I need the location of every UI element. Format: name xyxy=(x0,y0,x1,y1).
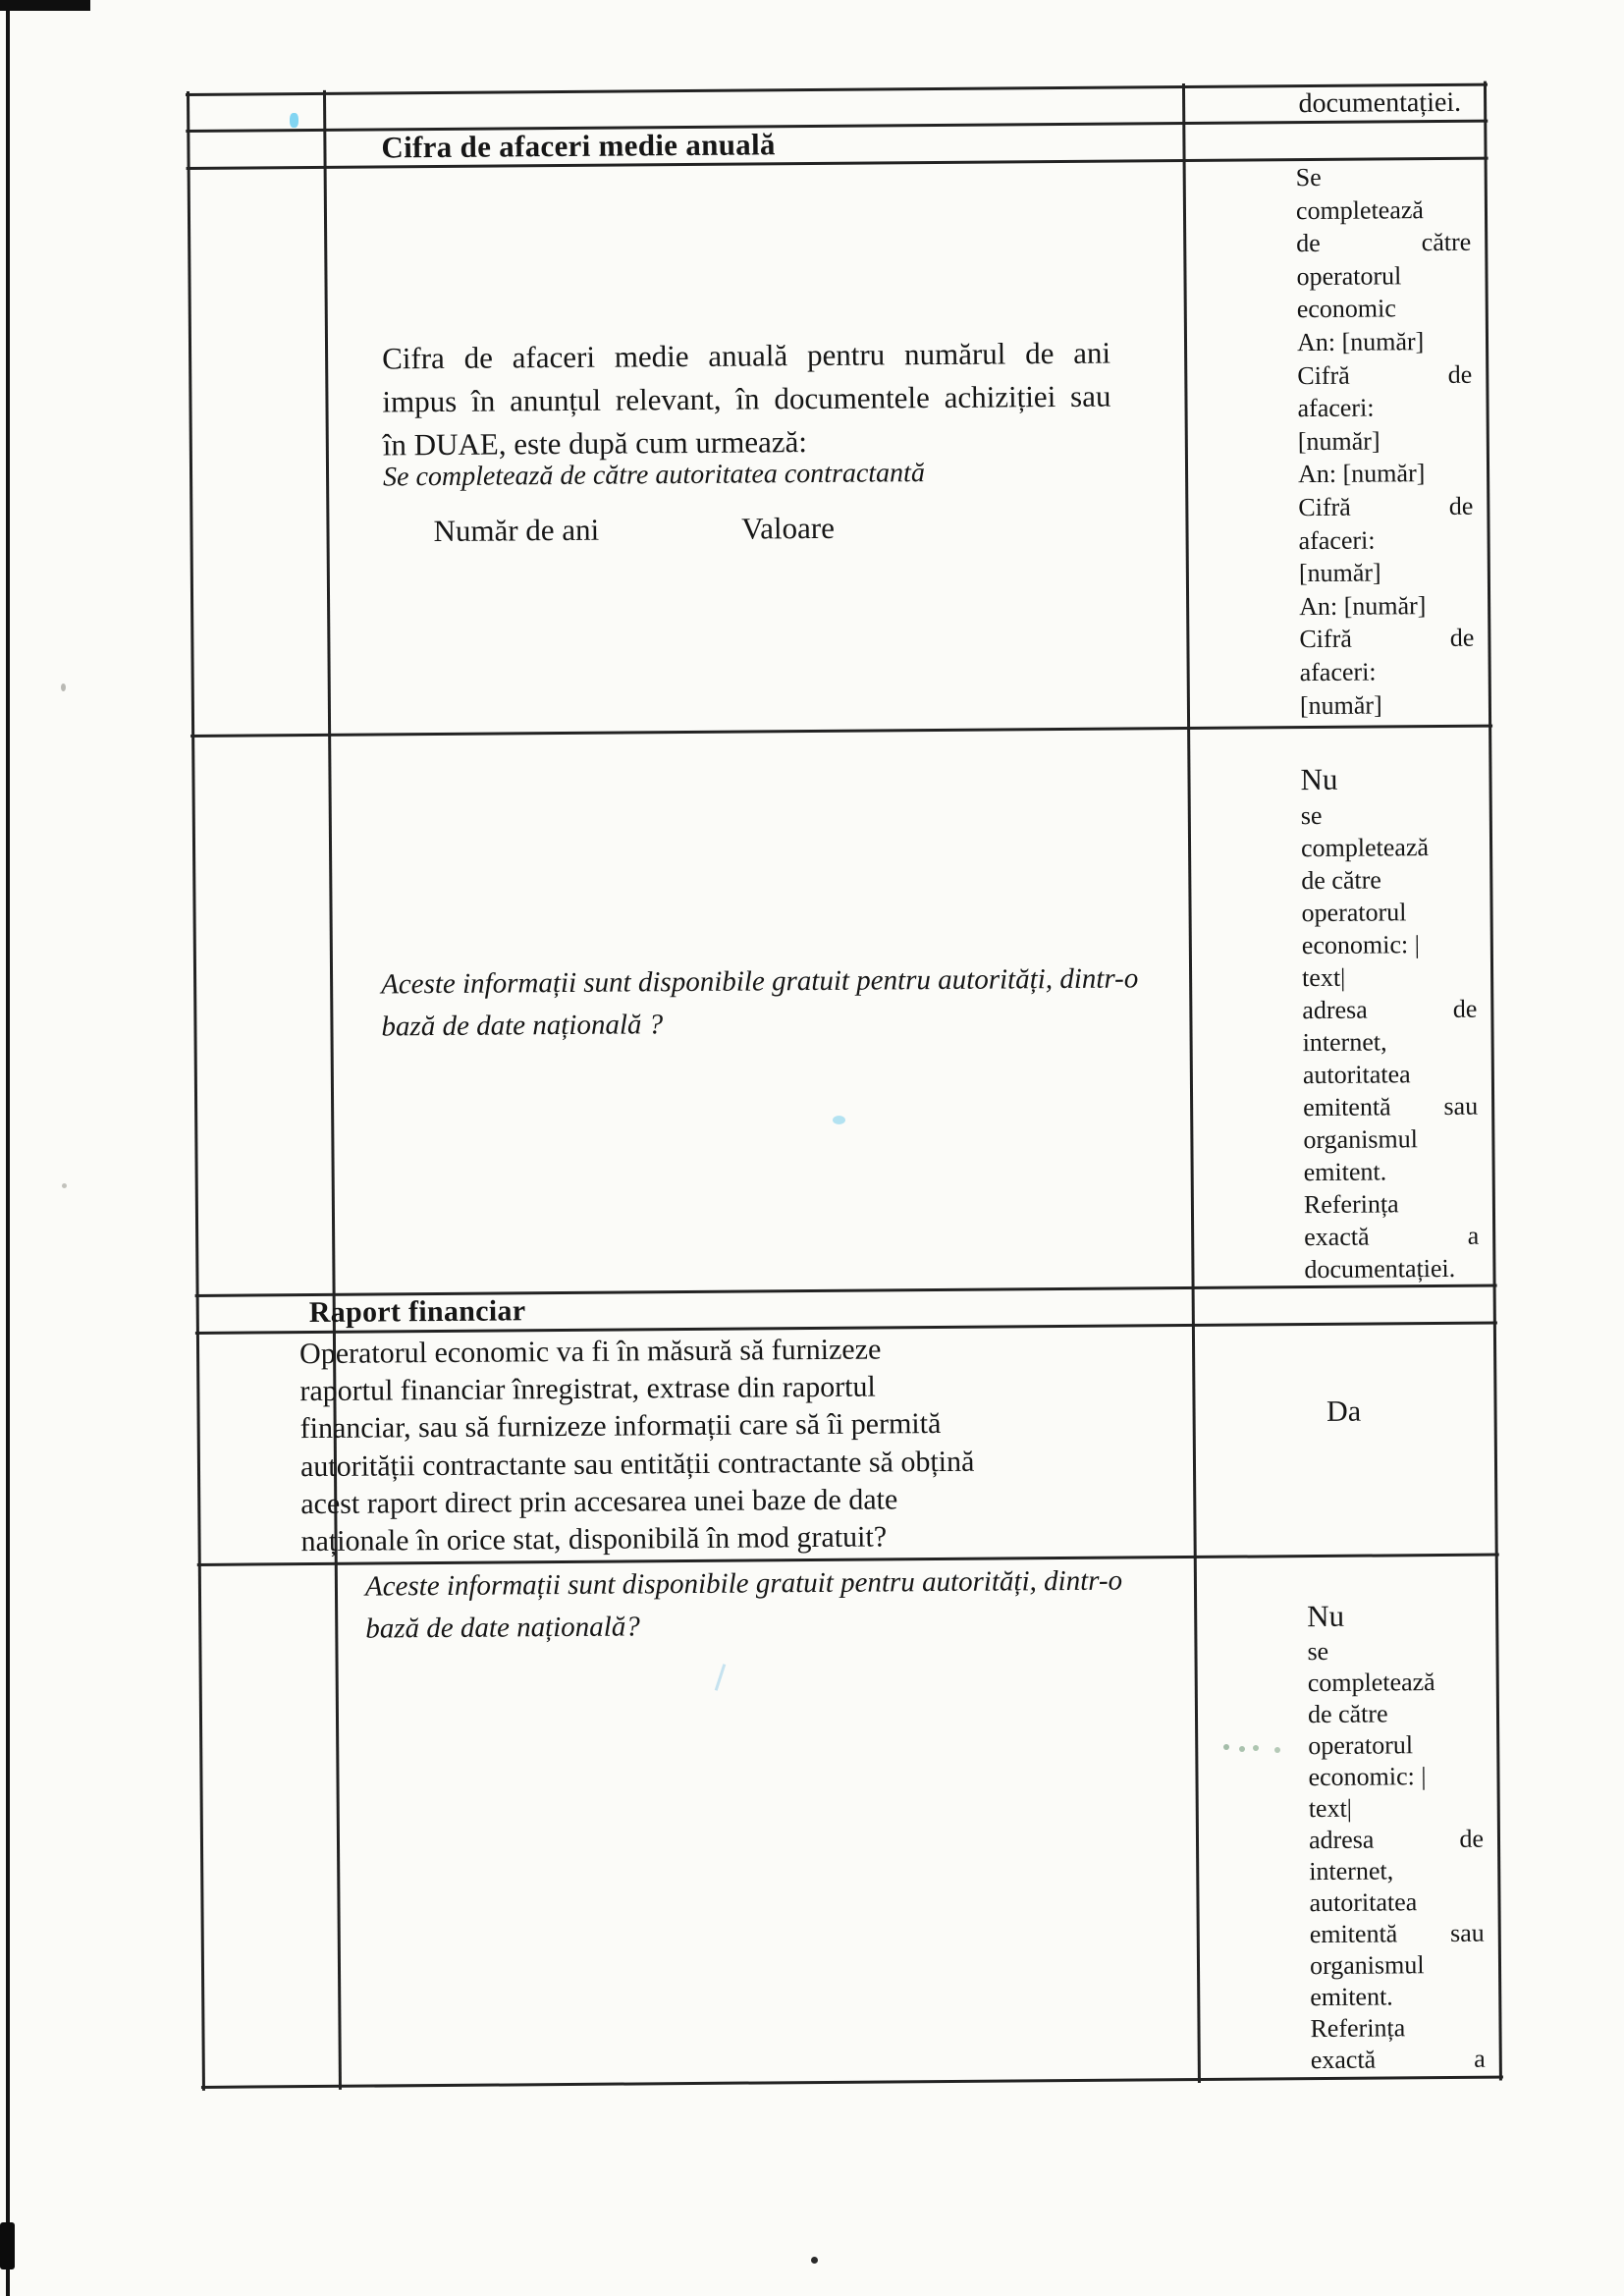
question-line: Aceste informații sunt disponibile gratuit pentru autorități, dintr-o xyxy=(381,962,1139,1001)
operator-cell-line: economic xyxy=(1296,294,1396,324)
answer-line: emitentă sau xyxy=(1303,1091,1479,1122)
scan-edge-line xyxy=(6,0,10,2296)
financial-report-paragraph xyxy=(299,1329,1136,1560)
operator-cell-line: afaceri: xyxy=(1298,525,1376,555)
answer-line: text| xyxy=(1301,962,1346,993)
operator-cell-line: Cifră de xyxy=(1297,359,1473,390)
answer-line: exactă a xyxy=(1304,1221,1480,1252)
operator-cell-line: afaceri: xyxy=(1297,393,1375,423)
paragraph-line: în DUAE, este după cum urmează: xyxy=(382,424,808,463)
paragraph-line: Cifra de afaceri medie anuală pentru numărul de ani xyxy=(381,335,1111,376)
table-border-bottom xyxy=(201,2076,1503,2089)
ink-dot xyxy=(811,2257,818,2264)
scan-blob-top-left xyxy=(0,0,90,11)
question-line: bază de date națională? xyxy=(365,1611,640,1645)
answer-line: de către xyxy=(1307,1699,1388,1729)
paragraph-line: acest raport direct prin accesarea unei baze de date xyxy=(300,1483,898,1520)
turnover-operator-cell xyxy=(1296,160,1475,722)
table-border-row xyxy=(190,725,1492,738)
answer-line: autoritatea xyxy=(1309,1887,1418,1918)
answer-line: emitent. xyxy=(1310,1982,1393,2012)
operator-cell-line: An: [număr] xyxy=(1297,459,1426,489)
answer-line: economic: | xyxy=(1301,930,1420,960)
operator-cell-line: operatorul xyxy=(1296,261,1402,291)
answer-line: organismul xyxy=(1309,1950,1425,1981)
financial-report-answer: Da xyxy=(1326,1394,1362,1428)
answer-line: exactă a xyxy=(1310,2044,1486,2075)
section-turnover-paragraph xyxy=(382,332,1111,467)
carryover-text: documentației. xyxy=(1298,86,1462,120)
column-gap xyxy=(599,539,741,540)
table-border-left xyxy=(187,91,205,2091)
answer-line: autoritatea xyxy=(1302,1060,1411,1090)
section-financial-report-header: Raport financiar xyxy=(308,1294,526,1330)
answer-line: adresa de xyxy=(1308,1824,1485,1855)
gray-speck xyxy=(62,1183,67,1188)
answer-line: Referința xyxy=(1303,1189,1399,1220)
answer-line: se xyxy=(1307,1636,1329,1667)
duae-form-table xyxy=(187,83,1504,2092)
operator-cell-line: afaceri: xyxy=(1299,657,1377,687)
question-line: Aceste informații sunt disponibile gratuit pentru autorități, dintr-o xyxy=(364,1564,1123,1603)
paragraph-line: impus în anunțul relevant, în documentele achiziției sau xyxy=(382,378,1111,419)
table-border-col3 xyxy=(1182,83,1201,2083)
operator-cell-line: Se xyxy=(1295,162,1322,192)
gray-speck xyxy=(61,683,66,691)
operator-cell-line: [număr] xyxy=(1297,426,1380,456)
turnover-availability-answer-cell xyxy=(1300,759,1479,1285)
answer-line: adresa de xyxy=(1302,994,1478,1025)
operator-cell-line: An: [număr] xyxy=(1296,327,1425,357)
answer-line: Referința xyxy=(1310,2013,1406,2044)
answer-line: organismul xyxy=(1303,1124,1419,1155)
operator-cell-line: [număr] xyxy=(1299,689,1382,720)
answer-line: text| xyxy=(1308,1793,1353,1824)
turnover-columns-row xyxy=(433,511,835,549)
report-availability-question xyxy=(365,1559,1162,1650)
answer-line: internet, xyxy=(1302,1027,1387,1058)
answer-line: operatorul xyxy=(1301,898,1407,928)
answer-line: economic: | xyxy=(1308,1762,1427,1792)
answer-line: emitent. xyxy=(1303,1157,1387,1187)
table-border-right xyxy=(1484,82,1502,2081)
question-line: bază de date națională ? xyxy=(381,1009,664,1043)
paragraph-line: naționale în orice stat, disponibilă în mod gratuit? xyxy=(300,1520,888,1558)
answer-line: se xyxy=(1300,800,1323,831)
operator-cell-line: de către xyxy=(1296,227,1472,258)
value-label: Valoare xyxy=(741,510,836,546)
answer-line: internet, xyxy=(1309,1856,1394,1886)
answer-line: Nu xyxy=(1300,761,1338,797)
scan-blob-bottom-left xyxy=(0,2222,15,2269)
operator-cell-line: Cifră de xyxy=(1299,624,1475,654)
report-availability-answer-cell xyxy=(1307,1596,1486,2076)
turnover-availability-question xyxy=(381,958,1139,1049)
paragraph-line: Operatorul economic va fi în măsură să furnizeze xyxy=(298,1333,882,1371)
paragraph-line: financiar, sau să furnizeze informații care să îi permită xyxy=(299,1407,942,1446)
answer-line: operatorul xyxy=(1308,1730,1414,1761)
table-border-col2 xyxy=(323,90,342,2090)
section-turnover-note: Se completează de către autoritatea contractantă xyxy=(382,458,926,493)
answer-line: completează xyxy=(1307,1667,1435,1698)
paragraph-line: autorității contractante sau entității contractante să obțină xyxy=(299,1445,975,1483)
carryover-cell xyxy=(1183,87,1473,121)
answer-line: documentației. xyxy=(1304,1253,1456,1285)
paragraph-line: raportul financiar înregistrat, extrase din raportul xyxy=(299,1370,876,1408)
years-label: Număr de ani xyxy=(433,512,600,549)
answer-line: emitentă sau xyxy=(1309,1918,1485,1949)
operator-cell-line: [număr] xyxy=(1298,558,1381,588)
section-turnover-header: Cifra de afaceri medie anuală xyxy=(381,127,776,165)
operator-cell-line: An: [număr] xyxy=(1299,590,1427,621)
operator-cell-line: completează xyxy=(1295,194,1425,225)
answer-line: Nu xyxy=(1307,1598,1345,1634)
answer-line: completează xyxy=(1300,833,1430,863)
answer-line: de către xyxy=(1301,865,1381,896)
operator-cell-line: Cifră de xyxy=(1298,491,1474,522)
